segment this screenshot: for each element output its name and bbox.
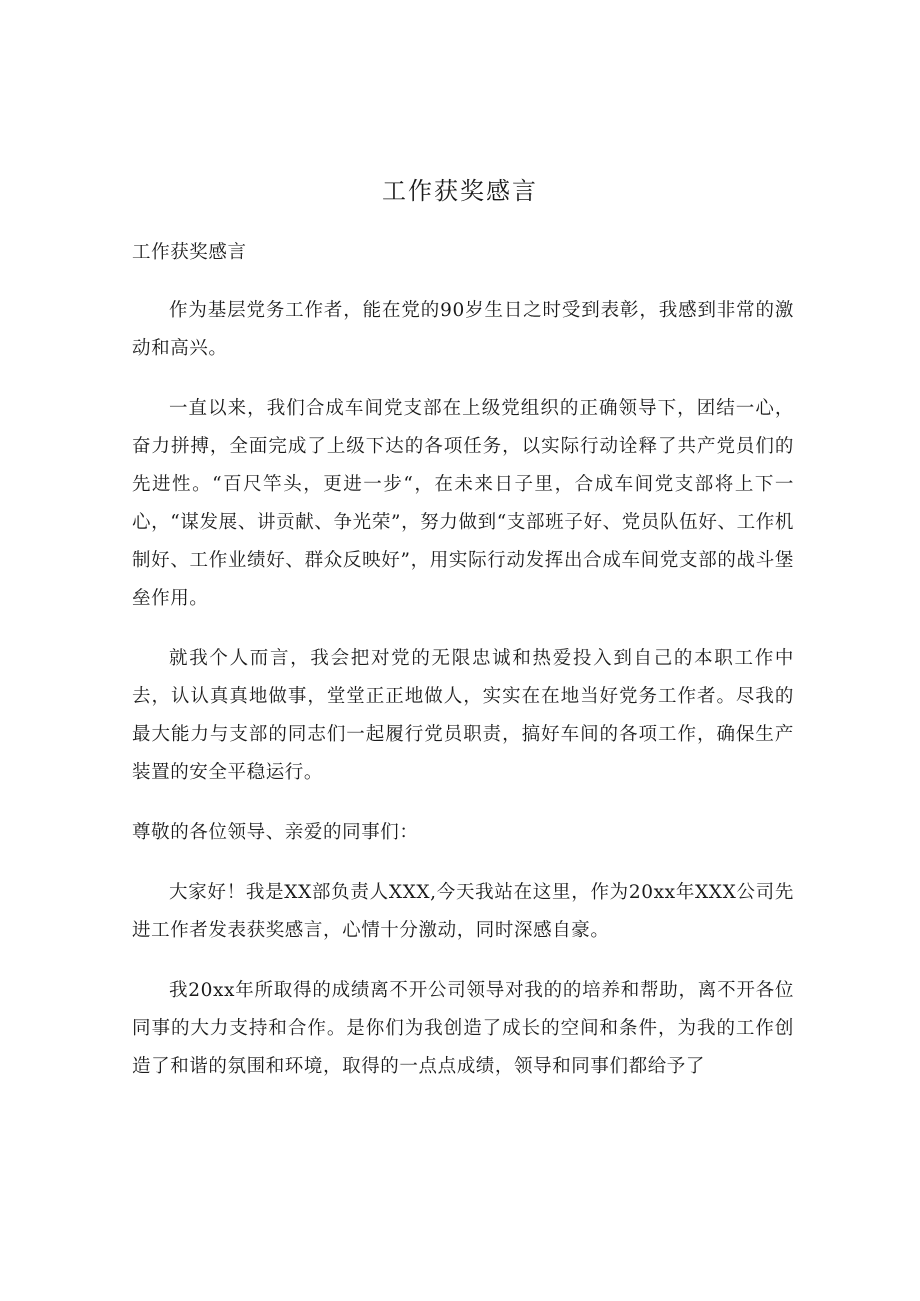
- document-title: 工作获奖感言: [382, 177, 538, 205]
- paragraph-4: 大家好！我是XX部负责人XXX,今天我站在这里，作为20xx年XXX公司先进工作者发表获奖感言，心情十分激动，同时深感自豪。: [132, 882, 794, 941]
- document-body: [132, 234, 794, 1108]
- paragraph-2: 一直以来，我们合成车间党支部在上级党组织的正确领导下，团结一心，奋力拼搏，全面完成了上级下达的各项任务，以实际行动诠释了共产党员们的先进性。“百尺竿头，更进一步“，在未来日子里，合成车间党支部将上下一心，“谋发展、讲贡献、争光荣”，努力做到“支部班子好、党员队伍好、工作机制好、工作业绩好、群众反映好”，用实际行动发挥出合成车间党支部的战斗堡垒作用。: [132, 398, 794, 609]
- paragraph-1: 作为基层党务工作者，能在党的90岁生日之时受到表彰，我感到非常的激动和高兴。: [132, 300, 794, 359]
- salutation: 尊敬的各位领导、亲爱的同事们：: [132, 822, 419, 843]
- paragraph-3: 就我个人而言，我会把对党的无限忠诚和热爱投入到自己的本职工作中去，认认真真地做事，堂堂正正地做人，实实在在地当好党务工作者。尽我的最大能力与支部的同志们一起履行党员职责，搞好车间的各项工作，确保生产装置的安全平稳运行。: [132, 648, 794, 783]
- document-subtitle: 工作获奖感言: [132, 242, 247, 263]
- paragraph-5: 我20xx年所取得的成绩离不开公司领导对我的的培养和帮助，离不开各位同事的大力支持和合作。是你们为我创造了成长的空间和条件，为我的工作创造了和谐的氛围和环境，取得的一点点成绩，领导和同事们都给予了: [132, 980, 794, 1077]
